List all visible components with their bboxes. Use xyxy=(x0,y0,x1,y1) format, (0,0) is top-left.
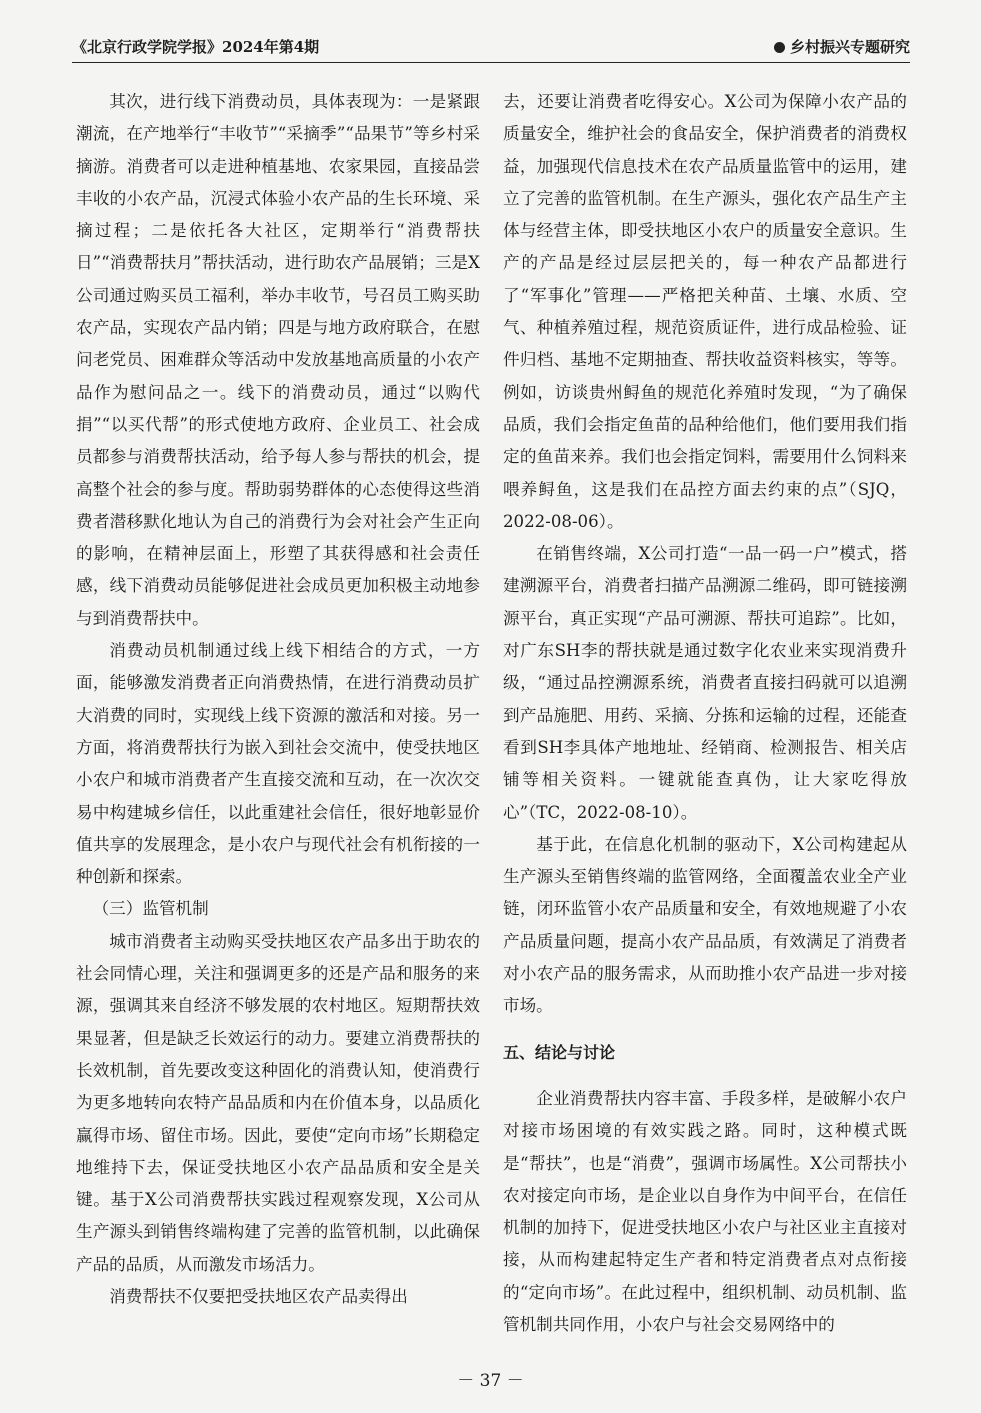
right-column xyxy=(503,86,907,1341)
paragraph: 其次，进行线下消费动员，具体表现为：一是紧跟潮流，在产地举行“丰收节”“采摘季”“品果节”等乡村采摘游。消费者可以走进种植基地、农家果园，直接品尝丰收的小农产品，沉浸式体验小农产品的生长环境、采摘过程；二是依托各大社区，定期举行“消费帮扶日”“消费帮扶月”帮扶活动，进行助农产品展销；三是X公司通过购买员工福利，举办丰收节，号召员工购买助农产品，实现农产品内销；四是与地方政府联合，在慰问老党员、困难群众等活动中发放基地高质量的小农产品作为慰问品之一。线下的消费动员，通过“以购代捐”“以买代帮”的形式使地方政府、企业员工、社会成员都参与消费帮扶活动，给予每人参与帮扶的机会，提高整个社会的参与度。帮助弱势群体的心态使得这些消费者潜移默化地认为自己的消费行为会对社会产生正向的影响，在精神层面上，形塑了其获得感和社会责任感，线下消费动员能够促进社会成员更加积极主动地参与到消费帮扶中。 xyxy=(76,92,480,628)
section-heading: 五、结论与讨论 xyxy=(503,1042,616,1062)
section-label xyxy=(774,36,910,57)
section-label-text: 乡村振兴专题研究 xyxy=(789,38,910,56)
bullet-icon xyxy=(774,42,785,53)
subsection-heading: （三）监管机制 xyxy=(92,899,209,919)
running-header xyxy=(72,28,910,63)
paragraph: 企业消费帮扶内容丰富、手段多样，是破解小农户对接市场困境的有效实践之路。同时，这种模式既是“帮扶”，也是“消费”，强调市场属性。X公司帮扶小农对接定向市场，是企业以自身作为中间平台，在信任机制的加持下，促进受扶地区小农户与社区业主直接对接，从而构建起特定生产者和特定消费者点对点衔接的“定向市场”。在此过程中，组织机制、动员机制、监管机制共同作用，小农户与社会交易网络中的 xyxy=(503,1088,907,1334)
journal-title: 《北京行政学院学报》2024年第4期 xyxy=(72,38,320,56)
paragraph: 去，还要让消费者吃得安心。X公司为保障小农产品的质量安全，维护社会的食品安全，保护消费者的消费权益，加强现代信息技术在农产品质量监管中的运用，建立了完善的监管机制。在生产源头，强化农产品生产主体与经营主体，即受扶地区小农户的质量安全意识。生产的产品是经过层层把关的，每一种农产品都进行了“军事化”管理——严格把关种苗、土壤、水质、空气、种植养殖过程，规范资质证件，进行成品检验、证件归档、基地不定期抽查、帮扶收益资料核实，等等。例如，访谈贵州鲟鱼的规范化养殖时发现，“为了确保品质，我们会指定鱼苗的品种给他们，他们要用我们指定的鱼苗来养。我们也会指定饲料，需要用什么饲料来喂养鲟鱼，这是我们在品控方面去约束的点”（SJQ，2022-08-06）。 xyxy=(503,92,907,531)
paragraph: 基于此，在信息化机制的驱动下，X公司构建起从生产源头至销售终端的监管网络，全面覆盖农业全产业链，闭环监管小农产品质量和安全，有效地规避了小农产品质量问题，提高小农产品品质，有效满足了消费者对小农产品的服务需求，从而助推小农产品进一步对接市场。 xyxy=(503,834,907,1016)
paragraph: 消费帮扶不仅要把受扶地区农产品卖得出 xyxy=(109,1286,408,1306)
left-column xyxy=(76,86,480,1313)
paragraph: 在销售终端，X公司打造“一品一码一户”模式，搭建溯源平台，消费者扫描产品溯源二维码，即可链接溯源平台，真正实现“产品可溯源、帮扶可追踪”。比如，对广东SH李的帮扶就是通过数字化农业来实现消费升级，“通过品控溯源系统，消费者直接扫码就可以追溯到产品施肥、用药、采摘、分拣和运输的过程，还能查看到SH李具体产地地址、经销商、检测报告、相关店铺等相关资料。一键就能查真伪，让大家吃得放心”（TC，2022-08-10）。 xyxy=(503,544,907,822)
paragraph: 城市消费者主动购买受扶地区农产品多出于助农的社会同情心理，关注和强调更多的还是产品和服务的来源，强调其来自经济不够发展的农村地区。短期帮扶效果显著，但是缺乏长效运行的动力。要建立消费帮扶的长效机制，首先要改变这种固化的消费认知，使消费行为更多地转向农特产品品质和内在价值本身，以品质化赢得市场、留住市场。因此，要使“定向市场”长期稳定地维持下去，保证受扶地区小农产品品质和安全是关键。基于X公司消费帮扶实践过程观察发现，X公司从生产源头到销售终端构建了完善的监管机制，以此确保产品的品质，从而激发市场活力。 xyxy=(76,931,480,1274)
paragraph: 消费动员机制通过线上线下相结合的方式，一方面，能够激发消费者正向消费热情，在进行消费动员扩大消费的同时，实现线上线下资源的激活和对接。另一方面，将消费帮扶行为嵌入到社会交流中，使受扶地区小农户和城市消费者产生直接交流和互动，在一次次交易中构建城乡信任，以此重建社会信任，很好地彰显价值共享的发展理念，是小农户与现代社会有机衔接的一种创新和探索。 xyxy=(76,641,480,887)
page-number: － 37 － xyxy=(457,1371,524,1391)
